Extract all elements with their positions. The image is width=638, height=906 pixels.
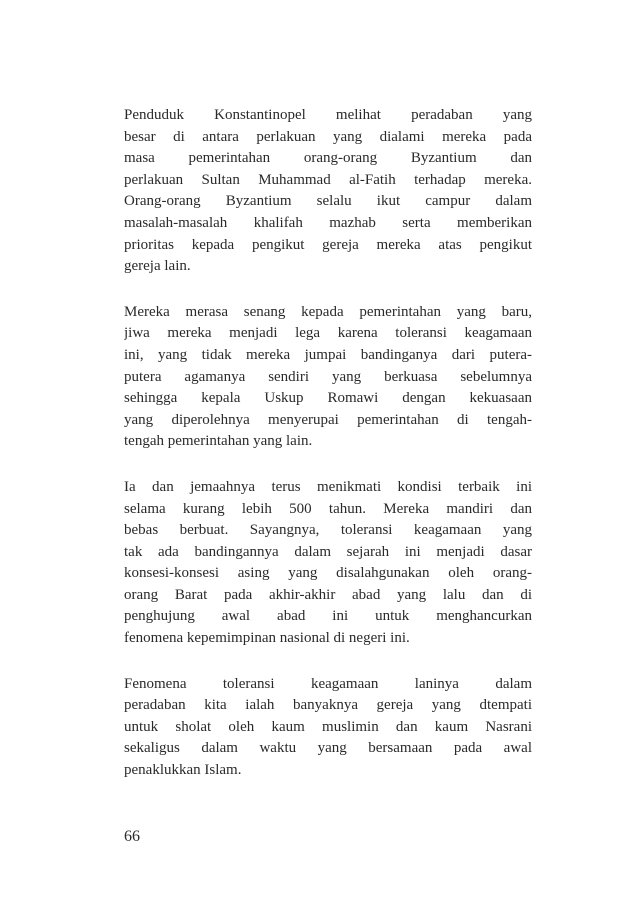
paragraph-line: perlakuan Sultan Muhammad al-Fatih terhadap mereka.: [124, 171, 532, 188]
paragraph-line: besar di antara perlakuan yang dialami mereka pada: [124, 128, 532, 145]
paragraph-line: Ia dan jemaahnya terus menikmati kondisi terbaik ini: [124, 478, 532, 495]
paragraph-line: tengah pemerintahan yang lain.: [124, 433, 313, 450]
paragraph-line: Orang-orang Byzantium selalu ikut campur dalam: [124, 193, 532, 210]
paragraph-line: untuk sholat oleh kaum muslimin dan kaum Nasrani: [124, 718, 532, 735]
paragraph-line: masalah-masalah khalifah mazhab serta memberikan: [124, 214, 532, 231]
paragraph-line: sehingga kepala Uskup Romawi dengan kekuasaan: [124, 390, 532, 407]
paragraph-3: [124, 477, 532, 650]
paragraph-line: penghujung awal abad ini untuk menghancurkan: [124, 608, 532, 625]
page-number: 66: [124, 828, 140, 845]
paragraph-line: Mereka merasa senang kepada pemerintahan yang baru,: [124, 303, 532, 320]
paragraph-line: ini, yang tidak mereka jumpai bandinganya dari putera-: [124, 346, 532, 363]
paragraph-line: Fenomena toleransi keagamaan laninya dalam: [124, 675, 532, 692]
paragraph-line: yang diperolehnya menyerupai pemerintahan di tengah-: [124, 411, 532, 428]
paragraph-line: prioritas kepada pengikut gereja mereka atas pengikut: [124, 236, 532, 253]
paragraph-line: peradaban kita ialah banyaknya gereja yang dtempati: [124, 697, 532, 714]
paragraph-line: Penduduk Konstantinopel melihat peradaban yang: [124, 107, 532, 123]
paragraph-line: sekaligus dalam waktu yang bersamaan pada awal: [124, 740, 532, 757]
paragraph-line: bebas berbuat. Sayangnya, toleransi keagamaan yang: [124, 522, 532, 539]
paragraph-line: putera agamanya sendiri yang berkuasa sebelumnya: [124, 368, 532, 385]
paragraph-line: orang Barat pada akhir-akhir abad yang lalu dan di: [124, 586, 532, 603]
paragraph-line: konsesi-konsesi asing yang disalahgunakan oleh orang-: [124, 565, 532, 582]
paragraph-1: [124, 105, 532, 278]
paragraph-line: gereja lain.: [124, 258, 191, 275]
paragraph-line: jiwa mereka menjadi lega karena toleransi keagamaan: [124, 325, 532, 342]
paragraph-line: selama kurang lebih 500 tahun. Mereka mandiri dan: [124, 500, 532, 517]
paragraph-line: tak ada bandingannya dalam sejarah ini menjadi dasar: [124, 543, 532, 560]
paragraph-line: masa pemerintahan orang-orang Byzantium dan: [124, 150, 532, 167]
paragraph-4: [124, 674, 532, 782]
page-body: [124, 105, 532, 806]
paragraph-2: [124, 302, 532, 453]
paragraph-line: fenomena kepemimpinan nasional di negeri ini.: [124, 630, 410, 647]
paragraph-line: penaklukkan Islam.: [124, 762, 242, 779]
